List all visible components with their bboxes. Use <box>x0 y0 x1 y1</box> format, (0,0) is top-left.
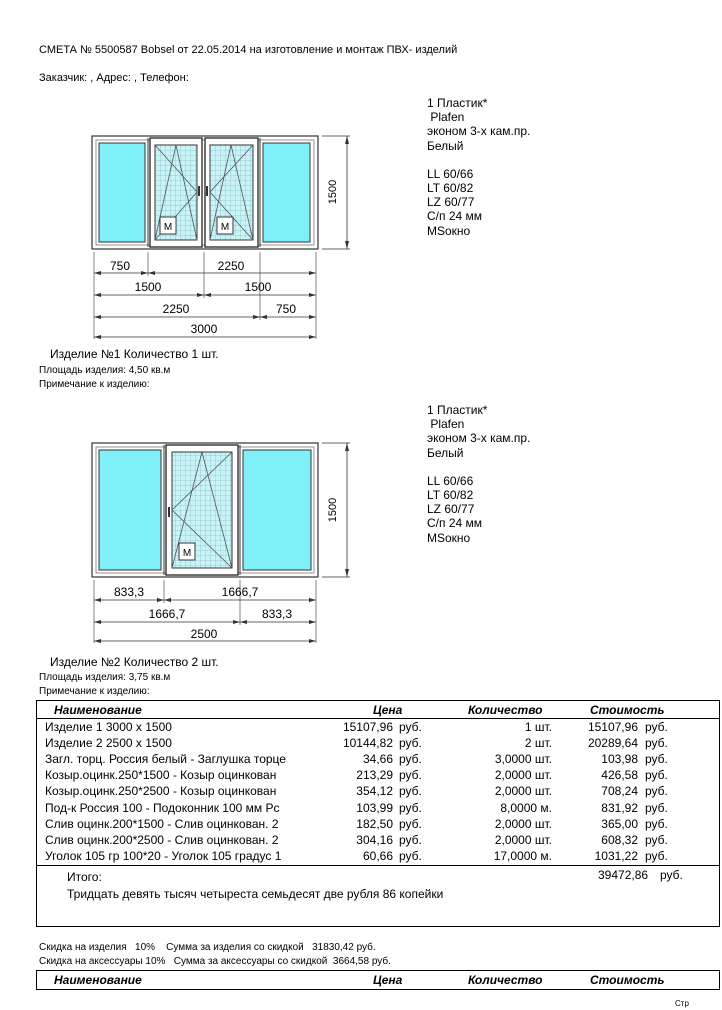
cell-qty: 17,0000 м. <box>493 848 552 863</box>
table-row <box>40 768 680 784</box>
table2-header-divider <box>36 989 720 990</box>
col-cost-header: Стоимость <box>590 973 665 987</box>
cell-price: 34,66 <box>362 752 393 767</box>
cell-price: 182,50 <box>356 816 393 831</box>
cell-cost: 15107,96 <box>587 720 638 734</box>
cell-name: Изделие 1 3000 x 1500 <box>45 720 172 734</box>
col-qty-header: Количество <box>468 973 543 987</box>
spec-line: LT 60/82 <box>427 488 474 503</box>
cell-currency: руб. <box>399 848 422 863</box>
cell-name: Уголок 105 гр 100*20 - Уголок 105 градус 1 <box>45 848 282 863</box>
spec-line: MSокно <box>427 530 471 545</box>
table-row <box>40 784 680 800</box>
cell-currency: руб. <box>645 800 668 815</box>
total-in-words: Тридцать девять тысяч четыреста семьдесят две рубля 86 копейки <box>67 887 444 901</box>
discount-items: Скидка на изделия 10% Сумма за изделия со скидкой 31830,42 руб. <box>39 942 376 953</box>
cell-qty: 2,0000 шт. <box>494 768 552 783</box>
spec-line: MSокно <box>427 223 471 238</box>
cell-currency: руб. <box>645 848 668 863</box>
height-label: 1500 <box>327 179 339 205</box>
table-row <box>40 849 680 865</box>
cell-currency: руб. <box>399 832 422 847</box>
cell-name: Козыр.оцинк.250*1500 - Козыр оцинкован <box>45 768 277 783</box>
col-name-header: Наименование <box>54 703 142 717</box>
sash-label: M <box>220 222 230 233</box>
table2-header <box>40 973 680 989</box>
cell-qty: 1 шт. <box>524 720 552 734</box>
spec-line: 1 Пластик* <box>427 96 488 110</box>
cell-name: Загл. торц. Россия белый - Заглушка торце <box>45 752 286 767</box>
cell-currency: руб. <box>645 720 668 734</box>
table-header <box>40 703 680 719</box>
spec-line: LL 60/66 <box>427 473 474 488</box>
cell-price: 103,99 <box>356 800 393 815</box>
cell-cost: 831,92 <box>601 800 638 815</box>
spec-line: С/п 24 мм <box>427 209 483 224</box>
total-value: 39472,86 <box>598 868 649 882</box>
cell-qty: 8,0000 м. <box>500 800 552 815</box>
cell-qty: 3,0000 шт. <box>494 752 552 767</box>
cell-qty: 2 шт. <box>524 736 552 751</box>
col-price-header: Цена <box>373 973 403 987</box>
spec-line: LT 60/82 <box>427 181 474 196</box>
cell-price: 354,12 <box>356 784 393 799</box>
document-title: СМЕТА № 5500587 Bobsel от 22.05.2014 на изготовление и монтаж ПВХ- изделий <box>39 44 458 56</box>
cell-price: 10144,82 <box>342 736 393 751</box>
cell-currency: руб. <box>645 752 668 767</box>
cell-cost: 103,98 <box>601 752 638 767</box>
cell-cost: 365,00 <box>601 816 638 831</box>
customer-info: Заказчик: , Адрес: , Телефон: <box>39 72 189 84</box>
cell-currency: руб. <box>399 736 422 751</box>
cell-name: Под-к Россия 100 - Подоконник 100 мм Рс <box>45 800 280 815</box>
spec-line: LZ 60/77 <box>427 502 475 517</box>
spec-line: Plafen <box>427 110 465 125</box>
dim-label: 833,3 <box>113 585 145 599</box>
spec-line: Белый <box>427 138 464 153</box>
col-qty-header: Количество <box>468 703 543 717</box>
cell-currency: руб. <box>399 800 422 815</box>
spec-line: С/п 24 мм <box>427 516 483 531</box>
cell-price: 15107,96 <box>342 720 393 734</box>
table-total-divider <box>36 865 720 866</box>
cell-currency: руб. <box>645 736 668 751</box>
spec-line: 1 Пластик* <box>427 403 488 417</box>
cell-qty: 2,0000 шт. <box>494 816 552 831</box>
dim-label: 1666,7 <box>148 607 186 621</box>
discount-accessories: Скидка на аксессуары 10% Сумма за аксессуары со скидкой 3664,58 руб. <box>39 956 391 967</box>
cell-cost: 708,24 <box>601 784 638 799</box>
dim-label: 2250 <box>217 259 245 273</box>
dim-total: 3000 <box>190 322 218 336</box>
total-currency: руб. <box>660 868 683 882</box>
spec-line: Plafen <box>427 417 465 432</box>
cell-price: 304,16 <box>356 832 393 847</box>
cell-currency: руб. <box>645 784 668 799</box>
cell-currency: руб. <box>399 816 422 831</box>
col-cost-header: Стоимость <box>590 703 665 717</box>
cell-name: Козыр.оцинк.250*2500 - Козыр оцинкован <box>45 784 277 799</box>
spec-line: Белый <box>427 445 464 460</box>
dim-label: 1500 <box>134 280 162 294</box>
table-row <box>40 752 680 768</box>
item1-area: Площадь изделия: 4,50 кв.м <box>39 365 171 376</box>
dim-label: 2250 <box>162 302 190 316</box>
spec-line: LL 60/66 <box>427 166 474 181</box>
sash-label: M <box>182 548 192 559</box>
total-label: Итого: <box>67 870 102 884</box>
cell-price: 60,66 <box>362 848 393 863</box>
dim-label: 750 <box>109 259 131 273</box>
sash-label: M <box>163 222 173 233</box>
dim-label: 1666,7 <box>221 585 259 599</box>
item2-note: Примечание к изделию: <box>39 686 150 697</box>
col-name-header: Наименование <box>54 973 142 987</box>
table-row <box>40 833 680 849</box>
cell-name: Слив оцинк.200*1500 - Слив оцинкован. 2 <box>45 816 279 831</box>
cell-currency: руб. <box>399 784 422 799</box>
table-row <box>40 817 680 833</box>
item2-title: Изделие №2 Количество 2 шт. <box>50 655 219 669</box>
spec-line: LZ 60/77 <box>427 195 475 210</box>
item2-area: Площадь изделия: 3,75 кв.м <box>39 672 171 683</box>
spec-line: эконом 3-х кам.пр. <box>427 431 531 446</box>
item2-window-drawing <box>0 430 722 650</box>
cell-qty: 2,0000 шт. <box>494 784 552 799</box>
cell-cost: 426,58 <box>601 768 638 783</box>
cell-price: 213,29 <box>356 768 393 783</box>
height-label: 1500 <box>327 497 339 523</box>
item1-title: Изделие №1 Количество 1 шт. <box>50 347 219 361</box>
dim-label: 1500 <box>244 280 272 294</box>
cell-cost: 608,32 <box>601 832 638 847</box>
cell-currency: руб. <box>399 768 422 783</box>
page-mark: Cтp <box>675 999 689 1008</box>
item1-note: Примечание к изделию: <box>39 379 150 390</box>
cell-cost: 1031,22 <box>594 848 638 863</box>
cell-name: Слив оцинк.200*2500 - Слив оцинкован. 2 <box>45 832 279 847</box>
dim-label: 750 <box>275 302 297 316</box>
item1-window-drawing <box>0 0 722 360</box>
cell-name: Изделие 2 2500 x 1500 <box>45 736 172 751</box>
cell-currency: руб. <box>399 752 422 767</box>
dim-total: 2500 <box>190 627 218 641</box>
table-row <box>40 801 680 817</box>
dim-label: 833,3 <box>261 607 293 621</box>
cell-currency: руб. <box>645 816 668 831</box>
cell-qty: 2,0000 шт. <box>494 832 552 847</box>
cell-currency: руб. <box>645 832 668 847</box>
cell-currency: руб. <box>399 720 422 734</box>
table-row <box>40 736 680 752</box>
spec-line: эконом 3-х кам.пр. <box>427 124 531 139</box>
cell-currency: руб. <box>645 768 668 783</box>
col-price-header: Цена <box>373 703 403 717</box>
cell-cost: 20289,64 <box>587 736 638 751</box>
table-row <box>40 720 680 736</box>
